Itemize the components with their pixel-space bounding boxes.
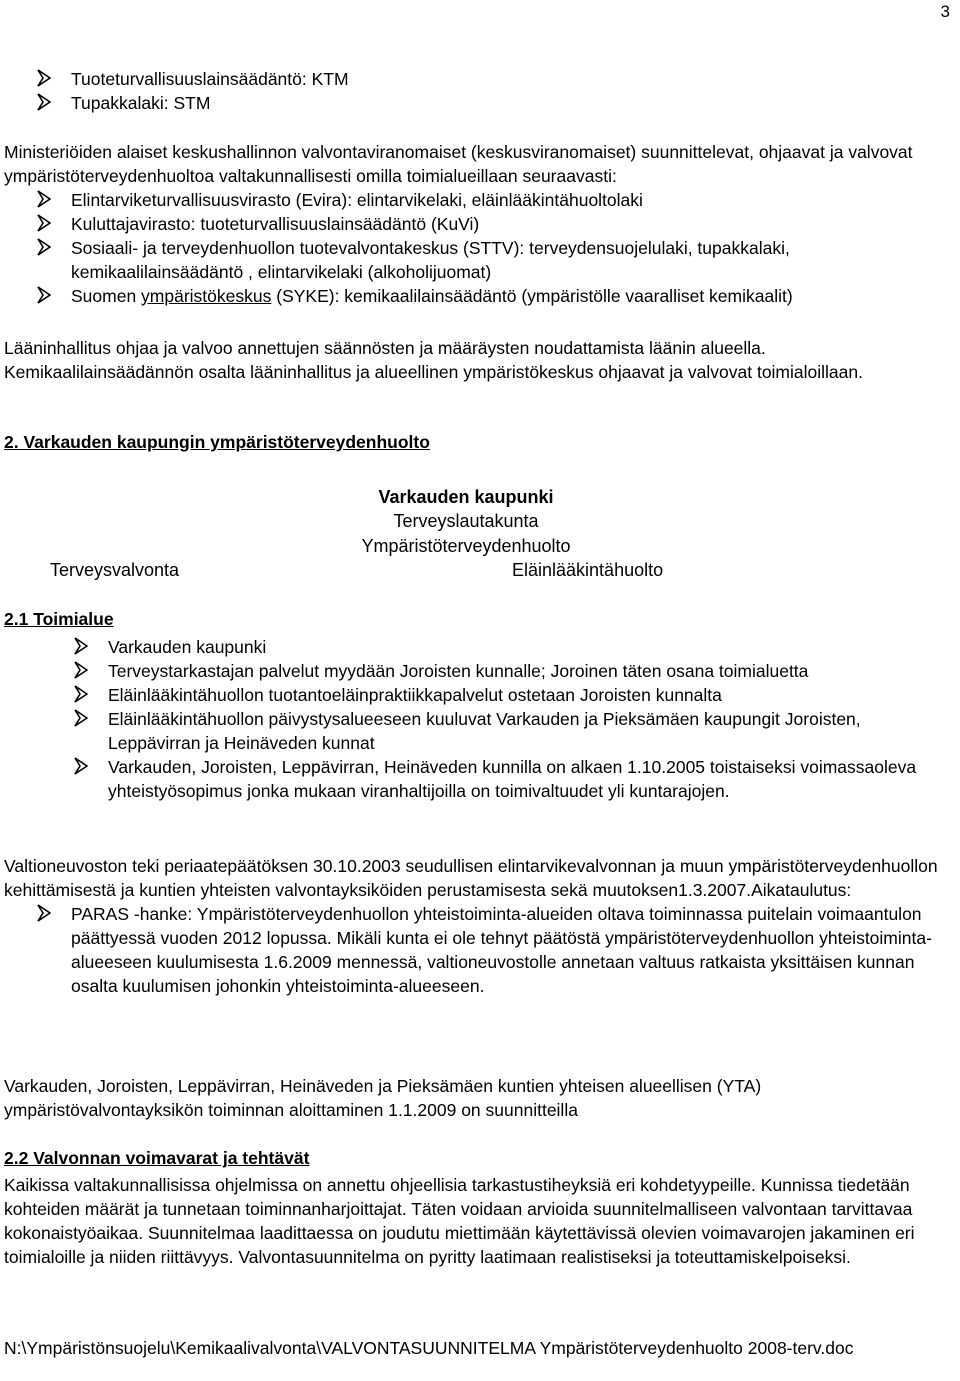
org-top: Varkauden kaupunki (378, 487, 554, 507)
ministry-paragraph: Ministeriöiden alaiset keskushallinnon valvontaviranomaiset (keskusviranomaiset) suunnittelevat, ohjaavat ja valvovat ympäristöterveydenhuoltoa valtakunnallisesti omilla toimialueillaan seuraavasti: (4, 142, 913, 186)
section-2-heading: 2. Varkauden kaupungin ympäristöterveydenhuolto (4, 432, 430, 452)
footer (4, 1336, 948, 1360)
org-left-unit: Terveysvalvonta (50, 560, 180, 580)
section-2-heading-wrap (4, 430, 948, 454)
list-item: Varkauden, Joroisten, Leppävirran, Heinäveden kunnilla on alkaen 1.10.2005 toistaiseksi voimassaoleva yhteistyösopimus jonka mukaan viranhaltijoilla on toimivaltuudet yli kuntarajojen. (4, 755, 948, 803)
section-2-2 (4, 1146, 948, 1269)
arrow-bullet-icon (74, 756, 88, 776)
section-2-2-heading: 2.2 Valvonnan voimavarat ja tehtävät (4, 1148, 310, 1168)
ministry-section (4, 140, 948, 308)
list-item: Tupakkalaki: STM (4, 91, 948, 115)
list-item: Terveystarkastajan palvelut myydään Joroisten kunnalle; Joroinen täten osana toimialuetta (4, 659, 948, 683)
arrow-bullet-icon (37, 285, 51, 305)
arrow-bullet-icon (37, 903, 51, 923)
list-item: Varkauden kaupunki (4, 635, 948, 659)
section-2-1-heading: 2.1 Toimialue (4, 609, 114, 629)
footer-file-path: N:\Ympäristönsuojelu\Kemikaalivalvonta\VALVONTASUUNNITELMA Ympäristöterveydenhuolto 2008-terv.doc (4, 1338, 854, 1358)
org-department: Ympäristöterveydenhuolto (361, 536, 571, 556)
valtioneuvosto-paragraph: Valtioneuvoston teki periaatepäätöksen 30.10.2003 seudullisen elintarvikevalvonnan ja muun ympäristöterveydenhuollon kehittämisestä ja kuntien yhteisten valvontayksiköiden perustamisesta sekä muutoksen1.3.2007.Aikataulutus: (4, 856, 938, 900)
list-item: Eläinlääkintähuollon päivystysalueeseen kuuluvat Varkauden ja Pieksämäen kaupungit Joroisten, Leppävirran ja Heinäveden kunnat (4, 707, 948, 755)
page-number: 3 (940, 2, 950, 21)
arrow-bullet-icon (74, 708, 88, 728)
yta-paragraph: Varkauden, Joroisten, Leppävirran, Heinäveden ja Pieksämäen kuntien yhteisen alueellisen (YTA) ympäristövalvontayksikön toiminnan aloittaminen 1.1.2009 on suunnitteilla (4, 1076, 762, 1120)
list-item: Eläinlääkintähuollon tuotantoeläinpraktiikkapalvelut ostetaan Joroisten kunnalta (4, 683, 948, 707)
section-2-1 (4, 607, 948, 803)
arrow-bullet-icon (37, 92, 51, 112)
intro-list (4, 67, 948, 115)
arrow-bullet-icon (37, 68, 51, 88)
list-item: Suomen ympäristökeskus (SYKE): kemikaalilainsäädäntö (ympäristölle vaaralliset kemikaalit) (4, 284, 948, 308)
list-item: Sosiaali- ja terveydenhuollon tuotevalvontakeskus (STTV): terveydensuojelulaki, tupakkalaki, kemikaalilainsäädäntö , elintarvikelaki (alkoholijuomat) (4, 236, 948, 284)
laaninhallitus-section (4, 336, 948, 384)
arrow-bullet-icon (37, 189, 51, 209)
list-item: Kuluttajavirasto: tuoteturvallisuuslainsäädäntö (KuVi) (4, 212, 948, 236)
valvonta-paragraph: Kaikissa valtakunnallisissa ohjelmissa on annettu ohjeellisia tarkastustiheyksiä eri kohdetyypeille. Kunnissa tiedetään kohteiden määrät ja tunnetaan toiminnanharjoittajat. Täten voidaan arvioida suunnitelmalliseen valvontaan tarvittavaa kokonaistyöaikaa. Suunnitelmaa laadittaessa on joudutu miettimään käytettävissä olevien voimavarojen jakaminen eri toimialoille ja niiden riittävyys. Valvontasuunnitelma on pyritty laatimaan realistiseksi ja toteuttamiskelpoiseksi. (4, 1175, 915, 1267)
arrow-bullet-icon (74, 660, 88, 680)
org-right-unit: Eläinlääkintähuolto (512, 560, 664, 580)
link-ymparistokeskus: ympäristökeskus (141, 286, 272, 306)
list-item: Tuoteturvallisuuslainsäädäntö: KTM (4, 67, 948, 91)
laaninhallitus-paragraph: Lääninhallitus ohjaa ja valvoo annettujen säännösten ja määräysten noudattamista läänin alueella. Kemikaalilainsäädännön osalta lääninhallitus ja alueellinen ympäristökeskus ohjaavat ja valvovat toimialoillaan. (4, 338, 863, 382)
list-item: PARAS -hanke: Ympäristöterveydenhuollon yhteistoiminta-alueiden oltava toiminnassa puitelain voimaantulon päättyessä vuoden 2012 lopussa. Mikäli kunta ei ole tehnyt päätöstä ympäristöterveydenhuollon yhteistoiminta-alueeseen kuulumisesta 1.6.2009 mennessä, valtioneuvostolle annetaan valtuus ratkaista yksittäisen kunnan osalta kuulumisen johonkin yhteistoiminta-alueeseen. (4, 902, 948, 998)
list-item: Elintarviketurvallisuusvirasto (Evira): elintarvikelaki, eläinlääkintähuoltolaki (4, 188, 948, 212)
arrow-bullet-icon (37, 237, 51, 257)
arrow-bullet-icon (74, 684, 88, 704)
yta-section (4, 1074, 948, 1122)
arrow-bullet-icon (37, 213, 51, 233)
org-board: Terveyslautakunta (393, 511, 539, 531)
arrow-bullet-icon (74, 636, 88, 656)
valtioneuvosto-section (4, 854, 948, 998)
